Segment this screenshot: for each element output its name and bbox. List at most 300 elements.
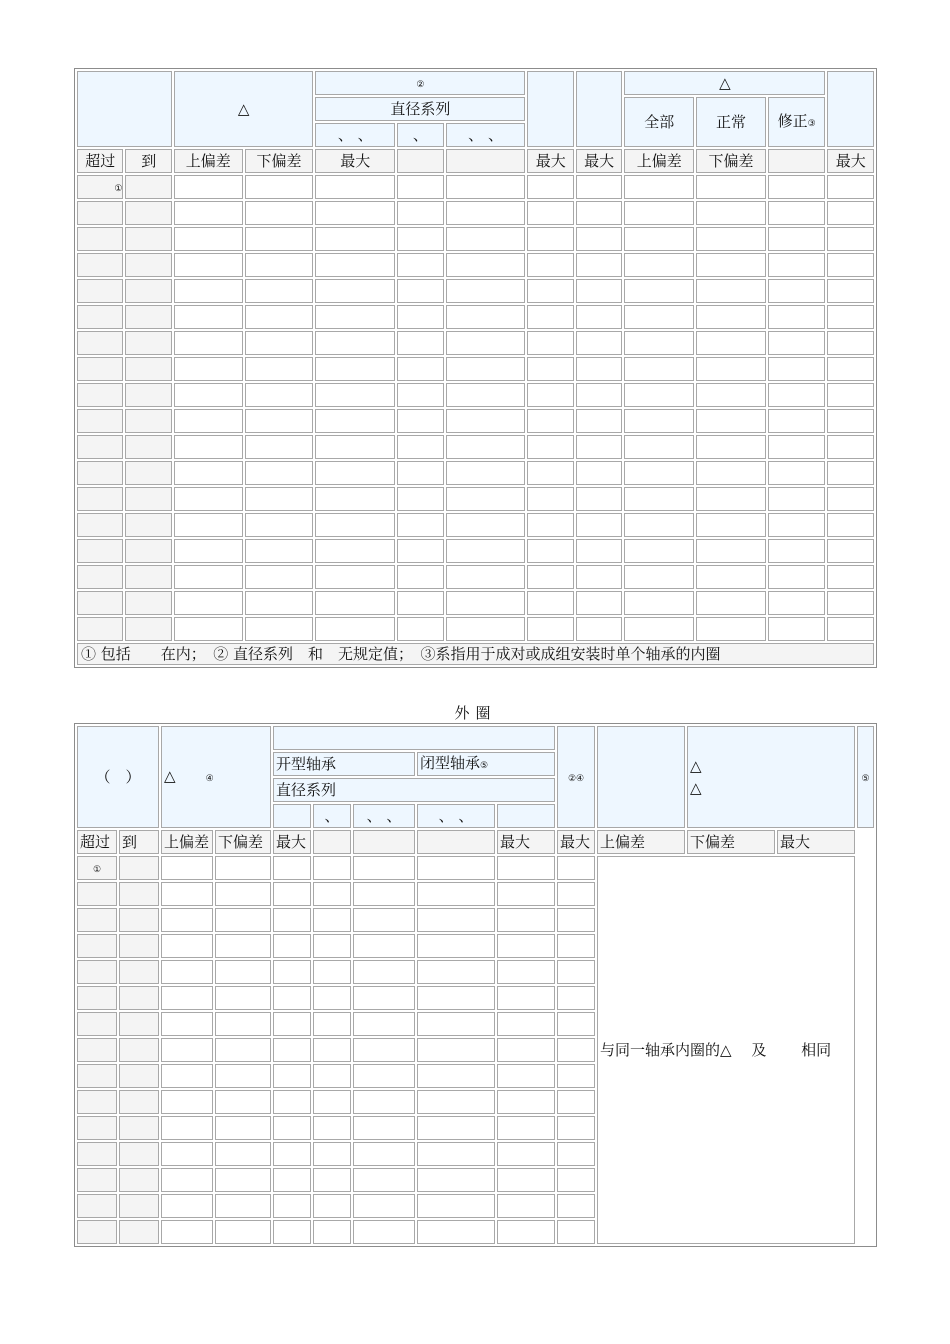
header-all: 全部 — [624, 97, 694, 147]
table-cell — [161, 1194, 213, 1218]
table-cell — [77, 565, 123, 589]
table-cell — [497, 986, 555, 1010]
table-cell — [161, 908, 213, 932]
table-cell — [315, 227, 395, 251]
header-mark-2 — [315, 71, 525, 95]
table-cell — [125, 383, 171, 407]
table-cell — [353, 908, 415, 932]
table-cell — [273, 960, 311, 984]
table-cell — [696, 227, 766, 251]
table-cell — [161, 960, 213, 984]
table-cell — [446, 305, 526, 329]
table-cell — [624, 253, 694, 277]
delta-label: △ — [164, 766, 176, 785]
table-cell — [557, 1168, 595, 1192]
table-cell — [576, 331, 622, 355]
footnote-mark: ⑤ — [480, 760, 489, 771]
table-cell — [446, 565, 526, 589]
header-delta-dmp — [161, 726, 271, 828]
table-cell — [527, 227, 573, 251]
table-cell — [77, 487, 123, 511]
table-cell — [527, 383, 573, 407]
table-cell — [125, 513, 171, 537]
table-cell — [315, 617, 395, 641]
table-cell — [125, 539, 171, 563]
table-cell — [557, 908, 595, 932]
corrected-label: 修正 — [777, 111, 808, 130]
table-cell — [313, 934, 351, 958]
table-cell — [397, 513, 443, 537]
table-cell — [273, 1194, 311, 1218]
table-cell — [119, 1220, 159, 1244]
table-cell — [174, 201, 243, 225]
table-cell — [827, 591, 874, 615]
table-cell — [125, 357, 171, 381]
table-cell — [417, 1090, 495, 1114]
table-cell — [417, 856, 495, 880]
table-cell — [313, 1012, 351, 1036]
table-cell — [315, 591, 395, 615]
table-cell — [245, 331, 314, 355]
table-cell — [215, 856, 271, 880]
table-cell — [245, 175, 314, 199]
column-header: 上偏差 — [174, 149, 243, 173]
table-cell — [397, 565, 443, 589]
table-cell — [77, 1142, 117, 1166]
table-cell — [77, 591, 123, 615]
table-row — [77, 383, 874, 407]
table-cell — [827, 487, 874, 511]
table-cell — [446, 617, 526, 641]
table-cell — [417, 1194, 495, 1218]
table-cell — [446, 201, 526, 225]
table-cell — [315, 383, 395, 407]
table-cell — [576, 461, 622, 485]
table-cell — [77, 279, 123, 303]
table-cell — [215, 1220, 271, 1244]
table-cell — [353, 1064, 415, 1088]
table-cell — [273, 1220, 311, 1244]
table-cell — [353, 1194, 415, 1218]
column-header — [768, 149, 826, 173]
table-cell — [576, 201, 622, 225]
column-header — [417, 830, 495, 854]
table-cell — [417, 908, 495, 932]
table-row — [77, 487, 874, 511]
footnote-mark: ① — [114, 183, 123, 194]
table-cell — [273, 1116, 311, 1140]
header-corrected — [768, 97, 826, 147]
table-cell — [77, 305, 123, 329]
table-cell — [576, 565, 622, 589]
table-cell — [315, 487, 395, 511]
table-cell — [273, 1012, 311, 1036]
table-cell — [768, 331, 826, 355]
table-cell — [696, 617, 766, 641]
table-cell — [77, 882, 117, 906]
table-cell — [827, 461, 874, 485]
table-cell — [527, 435, 573, 459]
table-cell — [397, 279, 443, 303]
table-cell — [696, 487, 766, 511]
table-cell — [77, 539, 123, 563]
table-cell — [245, 539, 314, 563]
table-cell — [215, 934, 271, 958]
table-cell — [313, 1064, 351, 1088]
table-row — [77, 253, 874, 277]
table-cell — [245, 591, 314, 615]
table-row — [77, 591, 874, 615]
header-paren: （ ） — [77, 726, 159, 828]
column-header: 下偏差 — [245, 149, 314, 173]
table-cell — [576, 539, 622, 563]
header-blank-col — [597, 726, 685, 828]
table-cell — [397, 539, 443, 563]
table-cell — [557, 1064, 595, 1088]
column-header: 最大 — [777, 830, 855, 854]
table-cell — [174, 227, 243, 251]
header-normal: 正常 — [696, 97, 766, 147]
column-header-row — [77, 830, 874, 854]
table-cell — [624, 227, 694, 251]
table-cell — [315, 539, 395, 563]
table-cell — [119, 856, 159, 880]
table-cell — [125, 617, 171, 641]
table-cell — [313, 1116, 351, 1140]
table-cell — [174, 409, 243, 433]
table-cell — [315, 435, 395, 459]
table-cell — [353, 1012, 415, 1036]
table-cell — [696, 383, 766, 407]
table-cell — [77, 1064, 117, 1088]
table-cell — [313, 856, 351, 880]
table-cell — [497, 1064, 555, 1088]
table-cell — [353, 1168, 415, 1192]
table-cell — [527, 409, 573, 433]
table-row — [77, 565, 874, 589]
table-cell — [273, 1064, 311, 1088]
table-cell — [397, 409, 443, 433]
table-cell — [527, 201, 573, 225]
table-cell — [161, 1064, 213, 1088]
table-cell — [827, 305, 874, 329]
delta-label: △ — [690, 757, 702, 775]
table-cell — [446, 461, 526, 485]
table-cell — [245, 565, 314, 589]
table-cell — [353, 986, 415, 1010]
table-cell — [624, 565, 694, 589]
table-cell — [397, 253, 443, 277]
table-row — [77, 357, 874, 381]
table-cell — [119, 1090, 159, 1114]
table-cell — [768, 435, 826, 459]
table-cell — [77, 513, 123, 537]
table-cell — [576, 227, 622, 251]
table-cell — [768, 487, 826, 511]
table-cell — [446, 435, 526, 459]
table-cell — [768, 565, 826, 589]
table-cell — [696, 201, 766, 225]
column-header: 最大 — [497, 830, 555, 854]
table-cell — [497, 934, 555, 958]
table-cell — [215, 1038, 271, 1062]
table-cell — [161, 934, 213, 958]
table-cell — [125, 253, 171, 277]
table-cell — [696, 435, 766, 459]
table-cell — [624, 487, 694, 511]
table-cell — [696, 565, 766, 589]
table-cell — [576, 279, 622, 303]
table-cell — [315, 305, 395, 329]
header-delta-dmp: △ — [174, 71, 313, 147]
table-row — [77, 539, 874, 563]
table-cell — [313, 960, 351, 984]
table-cell — [576, 591, 622, 615]
table-cell — [624, 383, 694, 407]
table-cell — [125, 227, 171, 251]
table-cell — [174, 435, 243, 459]
table-cell — [161, 1116, 213, 1140]
table-cell — [527, 487, 573, 511]
table-cell — [397, 175, 443, 199]
table-cell — [273, 1142, 311, 1166]
table-cell — [624, 409, 694, 433]
header-blank-col — [827, 71, 874, 147]
table-cell — [125, 565, 171, 589]
table-cell — [77, 357, 123, 381]
table-cell — [119, 1168, 159, 1192]
table-cell — [174, 617, 243, 641]
table-cell — [827, 565, 874, 589]
table-cell — [497, 882, 555, 906]
series-sep: 、 、 — [315, 123, 395, 147]
table-cell — [273, 1038, 311, 1062]
outer-ring-caption: 外圈 — [454, 704, 497, 722]
table-cell — [77, 201, 123, 225]
column-header: 最大 — [315, 149, 395, 173]
table-cell — [557, 1090, 595, 1114]
table-cell — [174, 175, 243, 199]
table-cell — [119, 882, 159, 906]
table-row — [77, 513, 874, 537]
column-header — [313, 830, 351, 854]
series-sep: 、 — [313, 804, 351, 828]
table-cell — [119, 1116, 159, 1140]
table-cell — [768, 305, 826, 329]
table-cell — [768, 617, 826, 641]
table-cell — [557, 1220, 595, 1244]
table-cell — [119, 1142, 159, 1166]
table-cell — [215, 1064, 271, 1088]
table-cell — [446, 383, 526, 407]
series-sep-blank — [497, 804, 555, 828]
table-cell — [497, 1142, 555, 1166]
header-blank-col — [527, 71, 573, 147]
table-cell — [77, 1038, 117, 1062]
table-cell — [77, 856, 117, 880]
header-delta-bs: △ — [624, 71, 825, 95]
table-cell — [125, 331, 171, 355]
table-cell — [313, 986, 351, 1010]
table-cell — [119, 960, 159, 984]
table-cell — [557, 1038, 595, 1062]
table-cell — [315, 565, 395, 589]
table-cell — [696, 279, 766, 303]
table-cell — [125, 461, 171, 485]
table-cell — [397, 461, 443, 485]
table-cell — [624, 539, 694, 563]
table-cell — [624, 461, 694, 485]
table-cell — [119, 934, 159, 958]
table-cell — [696, 539, 766, 563]
table-cell — [397, 201, 443, 225]
table-cell — [576, 617, 622, 641]
table-cell — [527, 305, 573, 329]
table-cell — [527, 617, 573, 641]
footnote-mark: ⑤ — [861, 773, 870, 784]
table-cell — [174, 591, 243, 615]
table-cell — [125, 305, 171, 329]
table-cell — [313, 1038, 351, 1062]
table-cell — [315, 253, 395, 277]
table-cell — [557, 986, 595, 1010]
table-cell — [313, 1142, 351, 1166]
table-cell — [245, 435, 314, 459]
table-cell — [77, 1220, 117, 1244]
header-closed-bearing — [417, 752, 555, 776]
table-cell — [119, 986, 159, 1010]
table-cell — [245, 383, 314, 407]
table-cell — [576, 409, 622, 433]
table-cell — [624, 357, 694, 381]
column-header: 上偏差 — [597, 830, 685, 854]
table-cell — [161, 1012, 213, 1036]
table-cell — [417, 1116, 495, 1140]
table-cell — [397, 305, 443, 329]
table-cell — [77, 617, 123, 641]
table-cell — [245, 617, 314, 641]
header-diameter-series: 直径系列 — [273, 778, 555, 802]
table-cell — [497, 908, 555, 932]
table-cell — [696, 305, 766, 329]
table-cell — [313, 882, 351, 906]
table-cell — [527, 253, 573, 277]
table-cell — [273, 934, 311, 958]
table-cell — [161, 1220, 213, 1244]
table-cell — [624, 279, 694, 303]
header-blank — [273, 726, 555, 750]
series-sep: 、 、 — [417, 804, 495, 828]
table-cell — [497, 1012, 555, 1036]
table-cell — [446, 175, 526, 199]
table-cell — [397, 357, 443, 381]
column-header: 最大 — [273, 830, 311, 854]
table-cell — [174, 305, 243, 329]
table-cell — [827, 201, 874, 225]
table-cell — [174, 565, 243, 589]
table-cell — [768, 227, 826, 251]
table-cell — [527, 331, 573, 355]
table-cell — [273, 1090, 311, 1114]
table-cell — [353, 1142, 415, 1166]
table-cell — [77, 1194, 117, 1218]
table-row — [77, 856, 874, 880]
column-header: 下偏差 — [215, 830, 271, 854]
table-cell — [527, 357, 573, 381]
table-cell — [624, 513, 694, 537]
table-cell — [125, 487, 171, 511]
table-cell — [497, 960, 555, 984]
table-cell — [125, 201, 171, 225]
table-cell — [827, 435, 874, 459]
footnote-mark: ③ — [807, 118, 816, 129]
table-cell — [576, 175, 622, 199]
table-cell — [527, 591, 573, 615]
table-cell — [417, 986, 495, 1010]
table-cell — [576, 305, 622, 329]
table-cell — [397, 227, 443, 251]
table-cell — [827, 175, 874, 199]
table-cell — [446, 253, 526, 277]
footnote-text: ① 包括 在内； ② 直径系列 和 无规定值； ③系指用于成对或成组安装时单个轴承的内圈 — [77, 643, 874, 665]
table-cell — [245, 513, 314, 537]
table-cell — [119, 908, 159, 932]
table-cell — [557, 960, 595, 984]
table-cell — [119, 1194, 159, 1218]
table-cell — [215, 960, 271, 984]
table-cell — [768, 279, 826, 303]
table-cell — [527, 539, 573, 563]
table-cell — [397, 435, 443, 459]
table-cell — [497, 1038, 555, 1062]
table-cell — [624, 591, 694, 615]
table-cell — [215, 1194, 271, 1218]
table-cell — [527, 279, 573, 303]
table-cell — [273, 986, 311, 1010]
same-as-inner-note: 与同一轴承内圈的△ 及 相同 — [597, 856, 855, 1244]
table-cell — [313, 1168, 351, 1192]
table-cell — [315, 513, 395, 537]
table-cell — [557, 856, 595, 880]
table-cell — [527, 565, 573, 589]
table-cell — [77, 960, 117, 984]
series-sep: 、 、 — [353, 804, 415, 828]
table-cell — [125, 409, 171, 433]
table-cell — [417, 1064, 495, 1088]
column-header — [353, 830, 415, 854]
table-cell — [313, 908, 351, 932]
table-cell — [215, 986, 271, 1010]
table-cell — [696, 591, 766, 615]
table-cell — [353, 1220, 415, 1244]
table-cell — [353, 882, 415, 906]
table-cell — [557, 882, 595, 906]
table-cell — [77, 908, 117, 932]
table-cell — [827, 331, 874, 355]
table-cell — [446, 591, 526, 615]
table-cell — [273, 882, 311, 906]
series-sep: 、 、 — [446, 123, 526, 147]
table-cell — [768, 357, 826, 381]
table-cell — [446, 357, 526, 381]
table-cell — [313, 1194, 351, 1218]
table-cell — [125, 175, 171, 199]
outer-ring-table — [74, 723, 877, 1247]
table-cell — [827, 227, 874, 251]
column-header: 超过 — [77, 149, 123, 173]
table-cell — [768, 175, 826, 199]
table-cell — [696, 357, 766, 381]
